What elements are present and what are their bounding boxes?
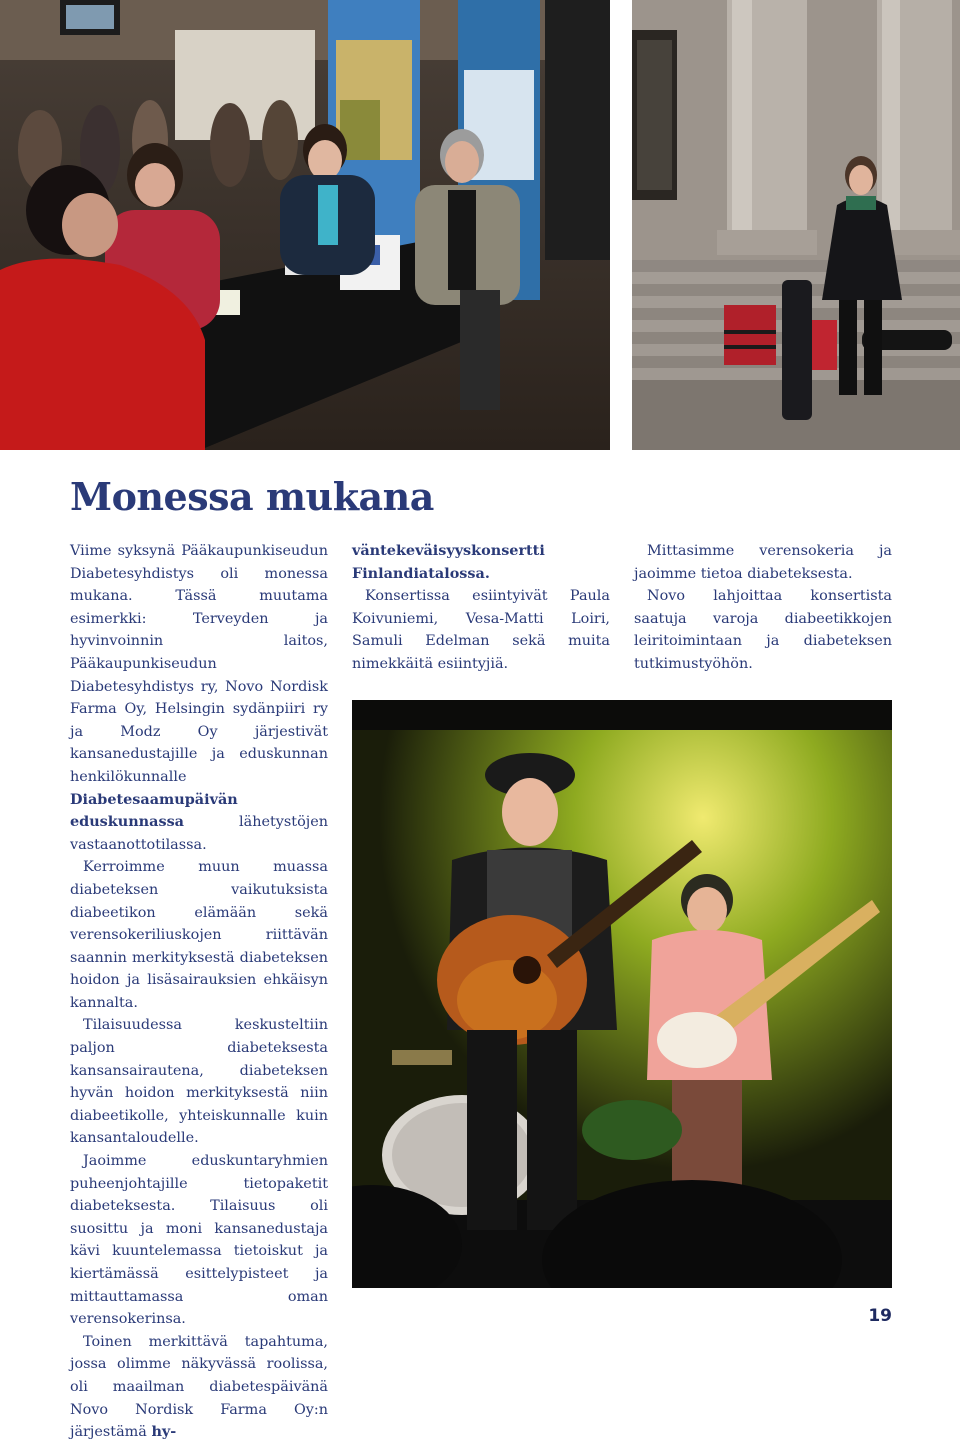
paragraph: Jaoimme eduskuntaryhmien puheenjohtajille tietopaketit diabeteksesta. Tilaisuus oli suosittu ja moni kansanedustaja kävi kuuntelemassa tietoiskut ja kiertämässä esittelypisteet ja mittauttamassa oman verensokerinsa. (70, 1153, 328, 1328)
paragraph-text: Toinen merkittävä tapahtuma, jossa olimme näkyvässä roolissa, oli maailman diabetespäivänä Novo Nordisk Farma Oy:n järjestämä (70, 1333, 328, 1441)
event-name-bold: hy- (151, 1423, 177, 1441)
paragraph: Novo lahjoittaa konsertista saatuja varoja diabeetikkojen leiritoimintaan ja diabeteksen tutkimustyöhön. (634, 588, 892, 672)
photo-parliament-steps (632, 0, 960, 450)
paragraph (352, 540, 610, 585)
paragraph: Kerroimme muun muassa diabeteksen vaikutuksista diabeetikon elämään sekä verensokeriliuskojen riittävän saannin merkityksestä diabeteksen hoidon ja lisäsairauksien ehkäisyn kannalta. (70, 859, 328, 1011)
article-column-2 (352, 540, 610, 676)
paragraph: Tilaisuudessa keskusteltiin paljon diabeteksesta kansansairautena, diabeteksen hyvän hoidon merkityksestä niin diabeetikolle, yhteiskunnalle kuin kansantaloudelle. (70, 1017, 328, 1147)
page-number: 19 (868, 1306, 892, 1326)
article-column-3 (634, 540, 892, 676)
paragraph (70, 540, 328, 856)
photo-exhibition-table (0, 0, 610, 450)
page-title: Monessa mukana (70, 474, 434, 519)
event-name-bold: väntekeväisyyskonsertti Finlandiatalossa. (352, 542, 545, 582)
paragraph-text: lähetystöjen vastaanottotilassa. (70, 814, 328, 853)
event-name-bold: Diabetesaamupäivän eduskunnassa (70, 790, 238, 831)
paragraph: Konsertissa esiintyivät Paula Koivuniemi, Vesa-Matti Loiri, Samuli Edelman sekä muita nimekkäitä esiintyjiä. (352, 588, 610, 672)
photo-concert-stage (352, 700, 892, 1288)
paragraph: Mittasimme verensokeria ja jaoimme tietoa diabeteksesta. (634, 543, 892, 582)
article-column-1 (70, 540, 328, 1444)
paragraph (70, 1331, 328, 1444)
paragraph-text: Viime syksynä Pääkaupunkiseudun Diabetesyhdistys oli monessa mukana. Tässä muutama esimerkki: Terveyden ja hyvinvoinnin laitos, Pääkaupunkiseudun Diabetesyhdistys ry, Novo Nordisk Farma Oy, Helsingin sydänpiiri ry ja Modz Oy järjestivät kansanedustajille ja eduskunnan henkilökunnalle (70, 543, 328, 785)
